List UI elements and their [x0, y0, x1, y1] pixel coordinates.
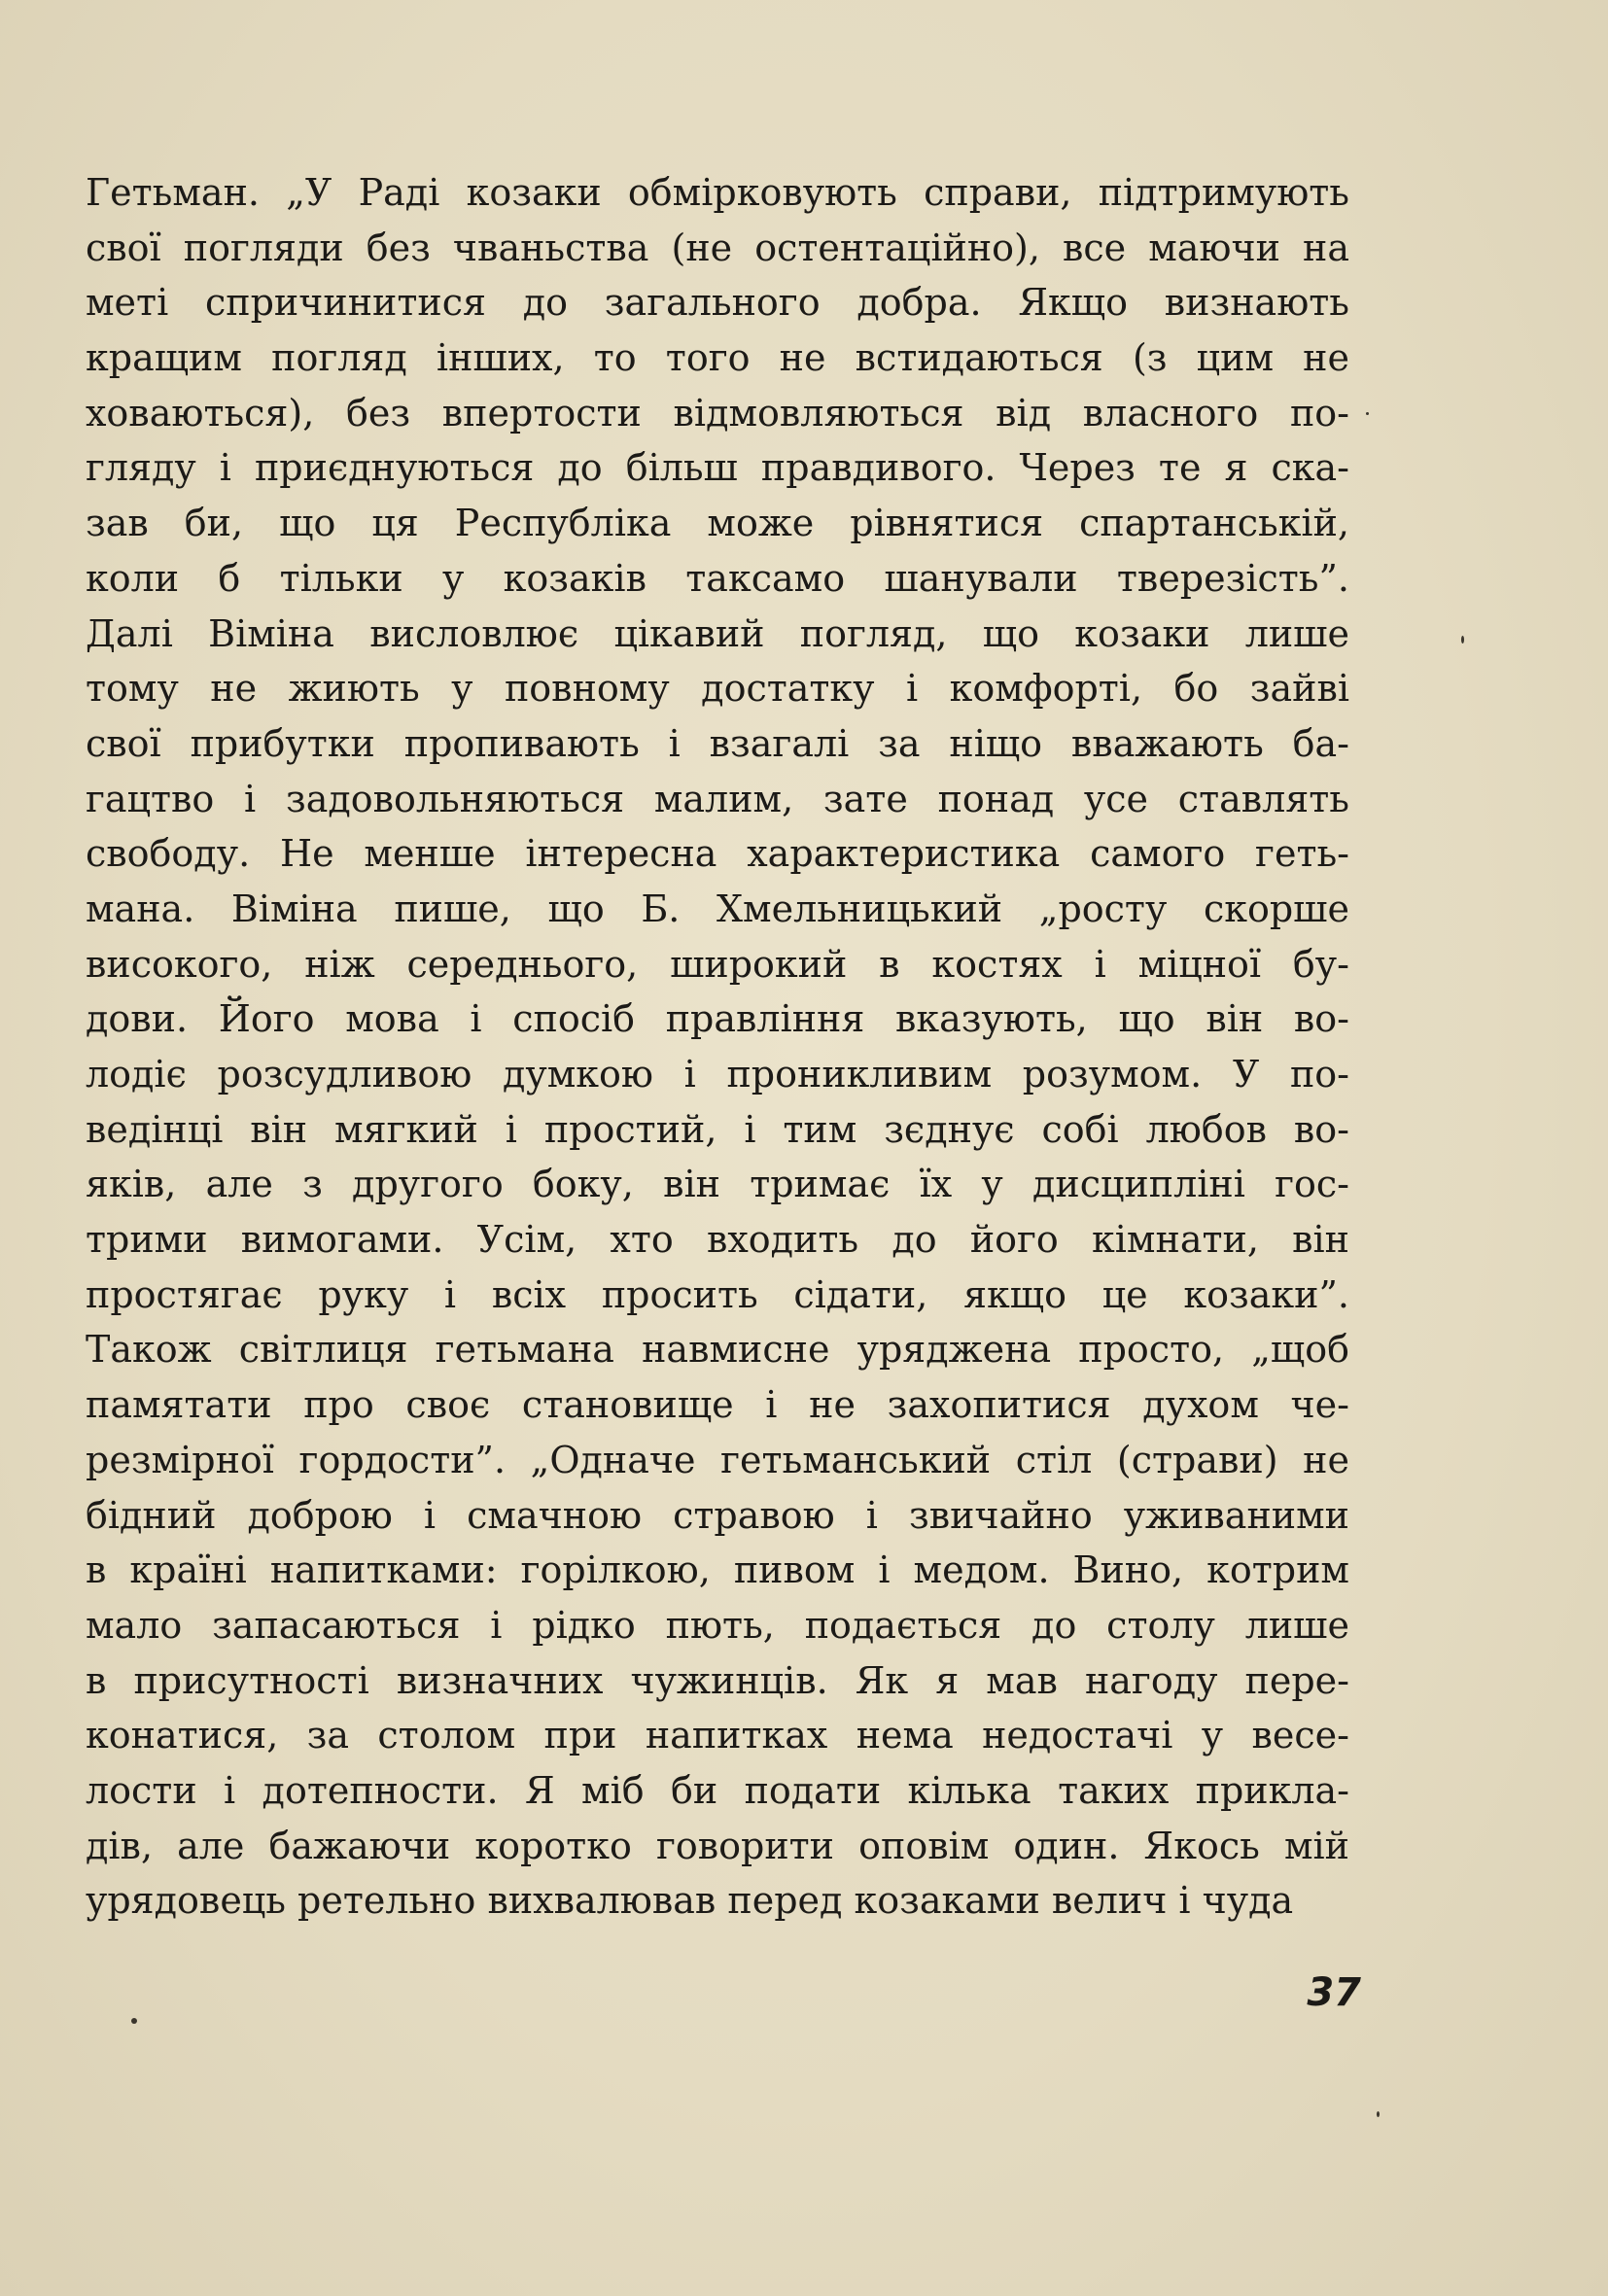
text-line: бідний доброю і смачною стравою і звичайно уживаними — [86, 1493, 1349, 1537]
text-line: Також світлиця гетьмана навмисне уряджена просто, „щоб — [86, 1328, 1349, 1372]
text-line: в країні напитками: горілкою, пивом і медом. Вино, котрим — [86, 1548, 1349, 1592]
text-line: коли б тільки у козаків таксамо шанували тверезість”. — [86, 556, 1349, 600]
text-line: дови. Його мова і спосіб правління вказують, що він во- — [86, 997, 1349, 1041]
page-number: 37 — [1307, 1970, 1361, 2015]
text-line: зав би, що ця Республіка може рівнятися спартанській, — [86, 502, 1349, 545]
text-line: ховаються), без впертости відмовляються від власного по- — [86, 391, 1349, 435]
text-line: яків, але з другого боку, він тримає їх у дисципліні гос- — [86, 1163, 1349, 1206]
text-line: резмірної гордости”. „Одначе гетьманський стіл (страви) не — [86, 1438, 1349, 1481]
print-speck — [1366, 412, 1369, 415]
text-line: кращим погляд інших, то того не встидаються (з цим не — [86, 336, 1349, 380]
text-line: дів, але бажаючи коротко говорити оповім один. Якось мій — [86, 1824, 1349, 1867]
print-speck — [131, 2018, 137, 2024]
print-speck — [1461, 636, 1464, 644]
text-line: лости і дотепности. Я міб би подати кілька таких прикла- — [86, 1768, 1349, 1812]
text-line: свої прибутки пропивають і взагалі за ніщо вважають ба- — [86, 721, 1349, 765]
text-line: гацтво і задовольняються малим, зате понад усе ставлять — [86, 777, 1349, 820]
print-speck — [1377, 2111, 1380, 2117]
text-line: високого, ніж середнього, широкий в костях і міцної бу- — [86, 942, 1349, 986]
text-line: урядовець ретельно вихвалював перед козаками велич і чуда — [86, 1879, 1294, 1923]
text-line: конатися, за столом при напитках нема недостачі у весе- — [86, 1714, 1349, 1757]
text-line: памятати про своє становище і не захопитися духом че- — [86, 1383, 1349, 1427]
text-line: мало запасаються і рідко пють, подається до столу лише — [86, 1603, 1349, 1647]
text-line: ведінці він мягкий і простий, і тим зєднує собі любов во- — [86, 1107, 1349, 1151]
text-line: тому не жиють у повному достатку і комфорті, бо зайві — [86, 667, 1349, 711]
text-line: простягає руку і всіх просить сідати, якщо це козаки”. — [86, 1272, 1349, 1316]
text-line: трими вимогами. Усім, хто входить до його кімнати, він — [86, 1218, 1349, 1262]
text-line: гляду і приєднуються до більш правдивого. Через те я ска- — [86, 446, 1349, 490]
text-line: лодіє розсудливою думкою і проникливим розумом. У по- — [86, 1053, 1349, 1096]
text-line: Гетьман. „У Раді козаки обмірковують справи, підтримують — [86, 171, 1349, 214]
text-line: в присутності визначних чужинців. Як я мав нагоду пере- — [86, 1658, 1349, 1702]
text-line: мана. Віміна пише, що Б. Хмельницький „росту скорше — [86, 887, 1349, 930]
text-line: Далі Віміна висловлює цікавий погляд, що козаки лише — [86, 611, 1349, 655]
text-line: меті спричинитися до загального добра. Якщо визнають — [86, 281, 1349, 325]
text-line: свободу. Не менше інтересна характеристика самого геть- — [86, 832, 1349, 876]
body-text — [86, 165, 1349, 1929]
text-line: свої погляди без чваньства (не остентаційно), все маючи на — [86, 226, 1349, 269]
